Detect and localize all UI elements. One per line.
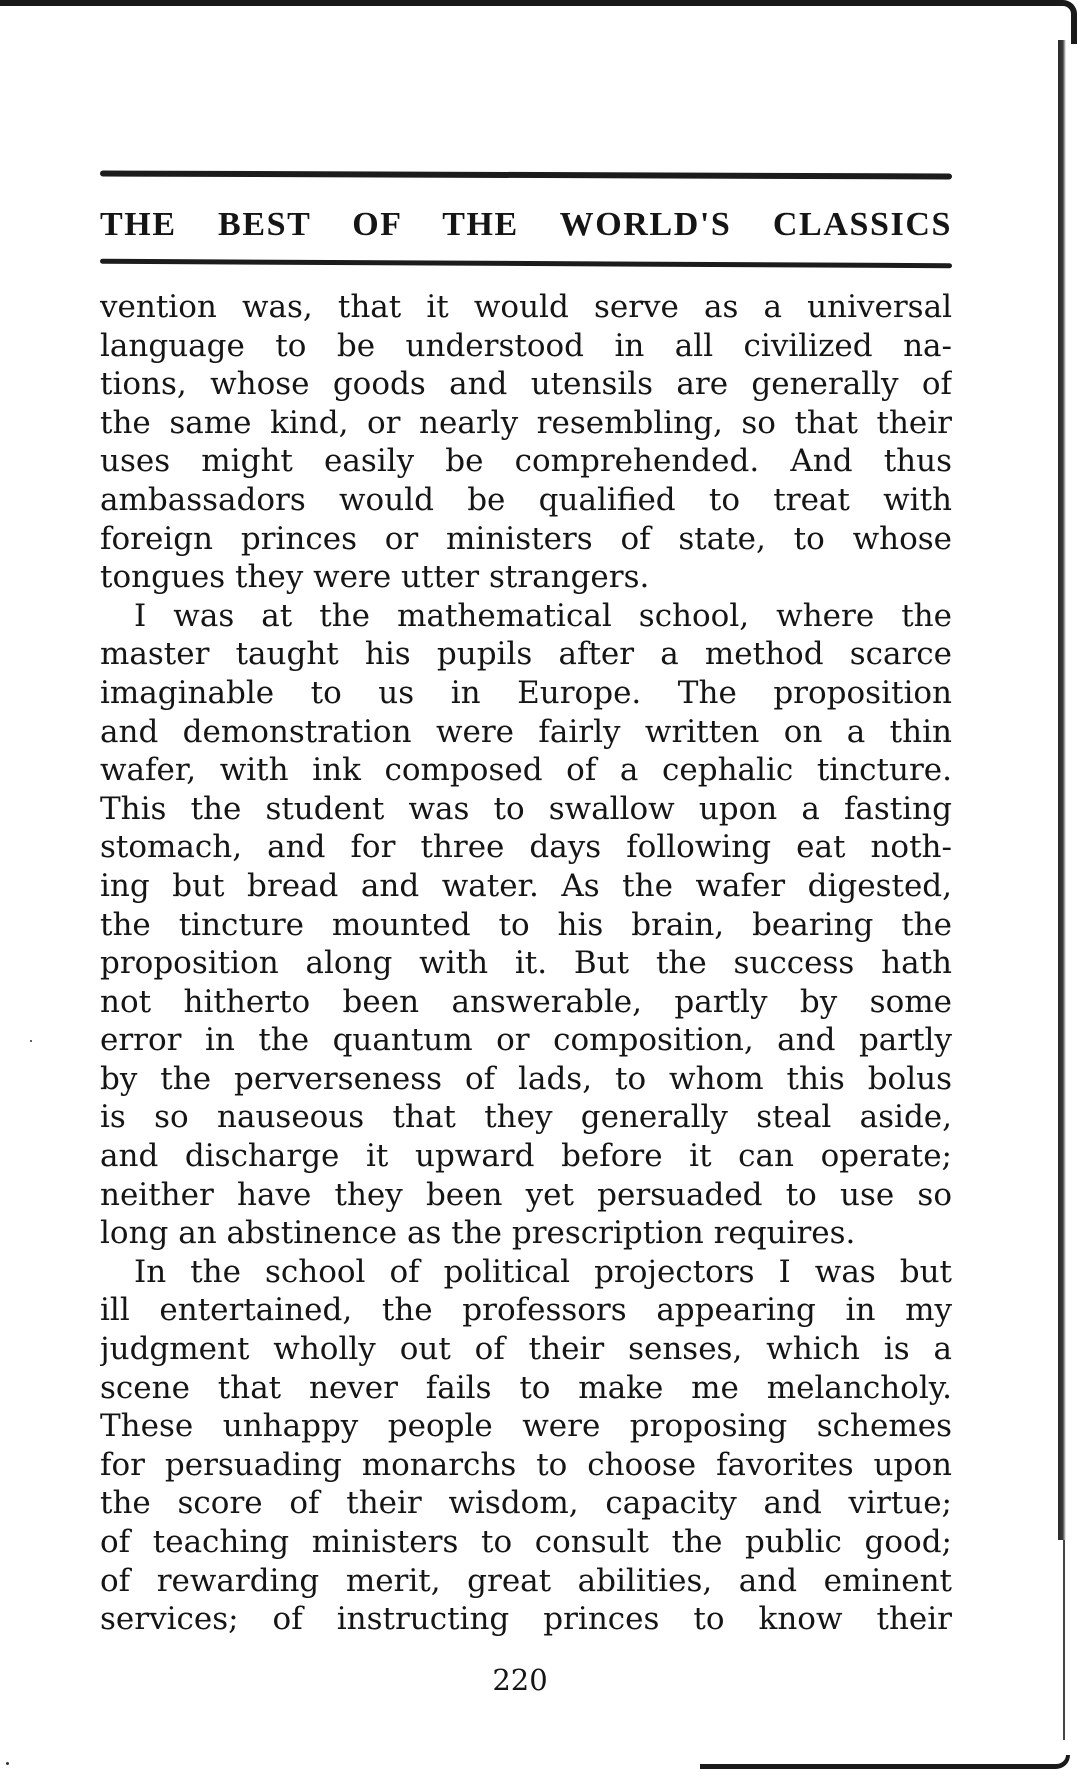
text-line: error in the quantum or composition, and partly — [100, 1022, 952, 1059]
text-line: In the school of political projectors I was but — [134, 1253, 952, 1290]
text-line: of rewarding merit, great abilities, and eminent — [100, 1562, 952, 1599]
paragraph — [100, 597, 952, 1253]
text-line: foreign princes or ministers of state, to whose — [100, 520, 952, 557]
page-bottom-flourish — [700, 1755, 1070, 1769]
header-rule-bottom — [100, 259, 952, 268]
text-line: imaginable to us in Europe. The proposition — [100, 674, 952, 711]
text-line: and demonstration were fairly written on a thin — [100, 713, 952, 750]
text-line: This the student was to swallow upon a fasting — [100, 790, 952, 827]
text-line: is so nauseous that they generally steal aside, — [100, 1099, 952, 1136]
text-line: vention was, that it would serve as a universal — [100, 289, 952, 325]
page-right-border-lower — [1063, 1540, 1065, 1740]
text-line: ill entertained, the professors appearing in my — [100, 1292, 952, 1329]
text-line: ambassadors would be qualified to treat with — [100, 481, 952, 518]
text-line: wafer, with ink composed of a cephalic tincture. — [100, 752, 952, 789]
text-line: uses might easily be comprehended. And thus — [100, 443, 952, 480]
text-line: by the perverseness of lads, to whom this bolus — [100, 1060, 952, 1097]
text-line: I was at the mathematical school, where the — [134, 597, 952, 634]
text-line: proposition along with it. But the success hath — [100, 945, 952, 982]
text-line: master taught his pupils after a method scarce — [100, 636, 952, 673]
paragraph — [100, 288, 952, 597]
text-line: tongues they were utter strangers. — [100, 559, 650, 596]
text-line: the tincture mounted to his brain, bearing the — [100, 906, 952, 943]
text-line: the same kind, or nearly resembling, so that their — [100, 404, 952, 441]
text-line: tions, whose goods and utensils are generally of — [100, 366, 952, 403]
text-line: not hitherto been answerable, partly by some — [100, 983, 952, 1020]
text-line: ing but bread and water. As the wafer digested, — [100, 867, 952, 904]
text-line: scene that never fails to make me melancholy. — [100, 1369, 952, 1406]
scan-speck — [6, 1762, 9, 1765]
text-line: long an abstinence as the prescription requires. — [100, 1215, 856, 1252]
text-line: of teaching ministers to consult the public good; — [100, 1524, 952, 1560]
text-line: and discharge it upward before it can operate; — [100, 1138, 952, 1175]
paragraph — [100, 1253, 952, 1639]
running-head: THE BEST OF THE WORLD'S CLASSICS — [100, 206, 952, 243]
scan-speck — [30, 1040, 32, 1042]
text-line: These unhappy people were proposing schemes — [100, 1408, 952, 1445]
page-top-border — [0, 0, 1030, 6]
text-line: neither have they been yet persuaded to use so — [100, 1176, 952, 1213]
page-corner-border — [1025, 0, 1077, 44]
text-line: stomach, and for three days following eat noth- — [100, 829, 952, 866]
body-text — [100, 288, 952, 1639]
text-line: the score of their wisdom, capacity and virtue; — [100, 1485, 952, 1522]
header-rule-top — [100, 171, 952, 180]
page-right-border — [1058, 40, 1066, 1540]
text-line: language to be understood in all civilized na- — [100, 327, 952, 364]
page-number: 220 — [492, 1663, 548, 1697]
text-line: judgment wholly out of their senses, which is a — [100, 1331, 952, 1368]
text-line: services; of instructing princes to know their — [100, 1601, 952, 1638]
text-line: for persuading monarchs to choose favorites upon — [100, 1446, 952, 1483]
